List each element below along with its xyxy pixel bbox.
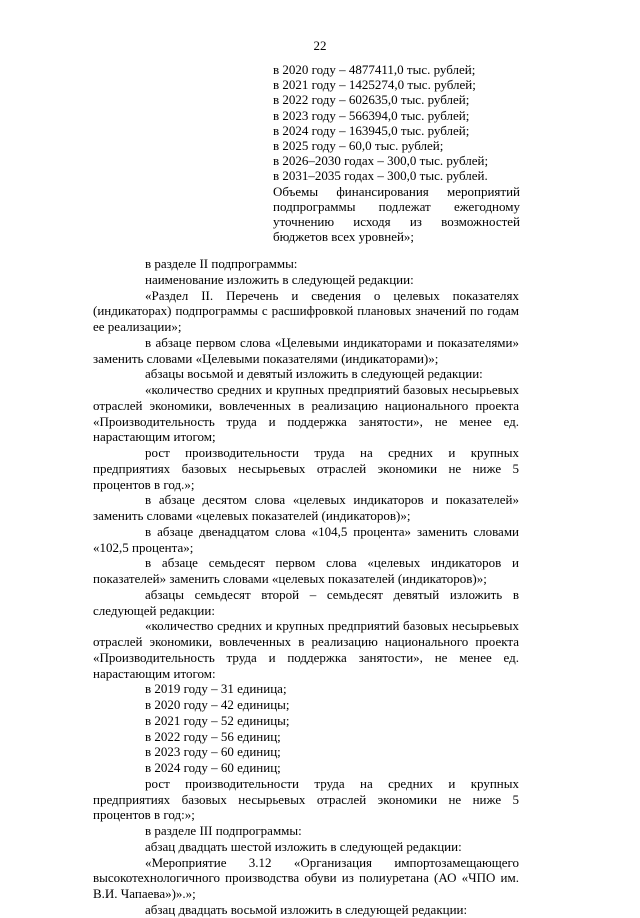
document-body xyxy=(93,256,519,918)
funding-line: в 2026–2030 годах – 300,0 тыс. рублей; xyxy=(273,153,489,169)
funding-line: в 2020 году – 4877411,0 тыс. рублей; xyxy=(273,62,476,77)
funding-note: Объемы финансирования мероприятий подпрограммы подлежат ежегодному уточнению исходя из возможностей бюджетов всех уровней»; xyxy=(273,183,520,245)
paragraph: абзацы восьмой и девятый изложить в следующей редакции: xyxy=(145,366,483,382)
paragraph: в абзаце десятом слова «целевых индикаторов и показателей» заменить словами «целевых показателей (индикаторов)»; xyxy=(93,492,519,523)
paragraph: в 2019 году – 31 единица; xyxy=(145,681,287,697)
paragraph: в разделе II подпрограммы: xyxy=(145,256,298,271)
paragraph: в абзаце семьдесят первом слова «целевых индикаторов и показателей» заменить словами «целевых показателей (индикаторов)»; xyxy=(93,555,519,586)
paragraph: наименование изложить в следующей редакции: xyxy=(145,271,414,287)
page-number: 22 xyxy=(313,38,327,53)
funding-line: в 2025 году – 60,0 тыс. рублей; xyxy=(273,138,444,154)
funding-line: в 2023 году – 566394,0 тыс. рублей; xyxy=(273,107,470,123)
paragraph: в абзаце двенадцатом слова «104,5 процента» заменить словами «102,5 процента»; xyxy=(93,523,519,555)
paragraph: в 2020 году – 42 единицы; xyxy=(145,697,290,712)
paragraph: «Раздел II. Перечень и сведения о целевых показателях (индикаторах) подпрограммы с расшифровкой плановых значений по годам ее реализации»; xyxy=(93,287,519,334)
funding-line: в 2021 году – 1425274,0 тыс. рублей; xyxy=(273,77,476,93)
paragraph: абзац двадцать восьмой изложить в следующей редакции: xyxy=(145,901,468,917)
paragraph: рост производительности труда на средних и крупных предприятиях базовых несырьевых отраслей экономики не ниже 5 процентов в год:»; xyxy=(93,775,519,823)
paragraph: в 2024 году – 60 единиц; xyxy=(145,760,281,775)
funding-line: в 2022 году – 602635,0 тыс. рублей; xyxy=(273,92,470,108)
paragraph: рост производительности труда на средних и крупных предприятиях базовых несырьевых отраслей экономики не ниже 5 процентов в год.»; xyxy=(93,445,519,492)
paragraph: абзацы семьдесят второй – семьдесят девятый изложить в следующей редакции: xyxy=(93,586,519,618)
funding-line: в 2031–2035 годах – 300,0 тыс. рублей. xyxy=(273,168,488,184)
paragraph: в 2021 году – 52 единицы; xyxy=(145,712,290,728)
paragraph: абзац двадцать шестой изложить в следующей редакции: xyxy=(145,838,462,854)
paragraph: в разделе III подпрограммы: xyxy=(145,823,302,838)
paragraph: «количество средних и крупных предприятий базовых несырьевых отраслей экономики, вовлеченных в реализацию национального проекта «Производительность труда и поддержка занятости», не менее ед. нарастающим итогом: xyxy=(93,618,519,681)
paragraph: в 2023 году – 60 единиц; xyxy=(145,744,281,760)
funding-volumes-block xyxy=(268,62,520,244)
paragraph: «количество средних и крупных предприятий базовых несырьевых отраслей экономики, вовлеченных в реализацию национального проекта «Производительность труда и поддержка занятости», не менее ед. нарастающим итогом; xyxy=(93,382,519,445)
funding-line: в 2024 году – 163945,0 тыс. рублей; xyxy=(273,122,470,138)
paragraph: «Мероприятие 3.12 «Организация импортозамещающего высокотехнологичного производства обуви из полиуретана (АО «ЧПО им. В.И. Чапаева»)».»; xyxy=(93,854,519,901)
paragraph: в абзаце первом слова «Целевыми индикаторами и показателями» заменить словами «Целевыми показателями (индикаторами)»; xyxy=(93,334,519,366)
paragraph: в 2022 году – 56 единиц; xyxy=(145,728,281,744)
